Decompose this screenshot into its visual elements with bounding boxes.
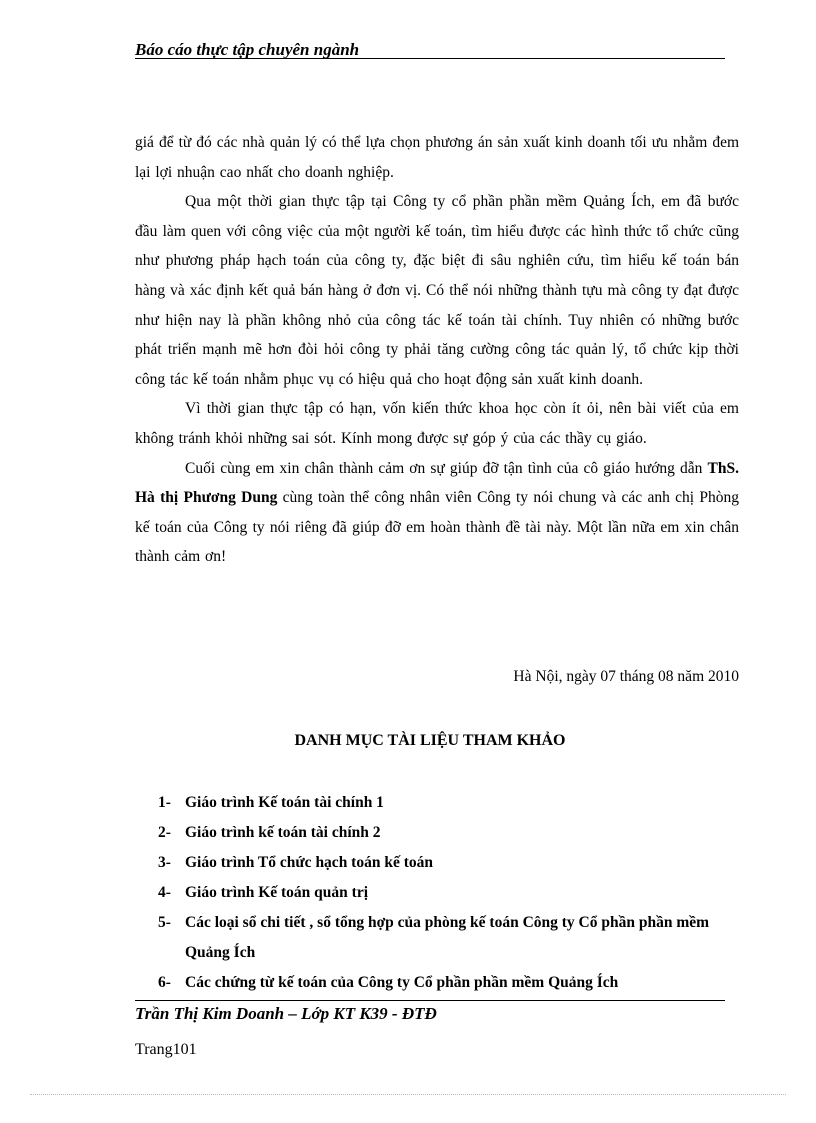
header-rule — [135, 58, 725, 59]
reference-number: 6- — [158, 974, 171, 991]
reference-item — [158, 818, 718, 848]
date-line: Hà Nội, ngày 07 tháng 08 năm 2010 — [513, 668, 739, 685]
reference-text: Các chứng từ kế toán của Công ty Cổ phần phần mềm Quảng Ích — [185, 974, 619, 991]
reference-number: 1- — [158, 794, 171, 811]
page-number: Trang101 — [135, 1041, 197, 1058]
footer-author: Trần Thị Kim Doanh – Lớp KT K39 - ĐTĐ — [135, 1004, 437, 1023]
reference-item — [158, 908, 718, 968]
paragraph-3: Vì thời gian thực tập có hạn, vốn kiến thức khoa học còn ít ỏi, nên bài viết của em không tránh khỏi những sai sót. Kính mong được sự góp ý của các thầy cụ giáo. — [135, 400, 739, 447]
reference-number: 4- — [158, 884, 171, 901]
reference-text: Các loại sổ chi tiết , sổ tổng hợp của phòng kế toán Công ty Cổ phần phần mềm Quảng Ích — [185, 914, 710, 961]
reference-number: 3- — [158, 854, 171, 871]
reference-text: Giáo trình kế toán tài chính 2 — [185, 824, 381, 841]
reference-item — [158, 848, 718, 878]
paragraph-4 — [135, 454, 739, 572]
page-bottom-border — [30, 1094, 786, 1095]
body-text — [135, 128, 739, 572]
reference-text: Giáo trình Tổ chức hạch toán kế toán — [185, 854, 433, 871]
advisor-name: ThS. Hà thị Phương Dung — [135, 459, 739, 507]
paragraph-1: giá để từ đó các nhà quản lý có thể lựa chọn phương án sản xuất kinh doanh tối ưu nhằm đem lại lợi nhuận cao nhất cho doanh nghiệp. — [135, 134, 739, 181]
reference-item — [158, 968, 718, 998]
references-list — [158, 788, 718, 998]
reference-text: Giáo trình Kế toán tài chính 1 — [185, 794, 384, 811]
reference-item — [158, 788, 718, 818]
reference-text: Giáo trình Kế toán quản trị — [185, 884, 369, 901]
paragraph-2: Qua một thời gian thực tập tại Công ty cổ phần phần mềm Quảng Ích, em đã bước đầu làm quen với công việc của một người kế toán, tìm hiểu được các hình thức tổ chức cũng như phương pháp hạch toán của công ty, đặc biệt đi sâu nghiên cứu, tìm hiểu kế toán bán hàng và xác định kết quả bán hàng ở đơn vị. Có thể nói những thành tựu mà công ty đạt được như hiện nay là phần không nhỏ của công tác kế toán tài chính. Tuy nhiên có những bước phát triển mạnh mẽ hơn đòi hỏi công ty phải tăng cường công tác quản lý, tổ chức kịp thời công tác kế toán nhằm phục vụ có hiệu quả cho hoạt động sản xuất kinh doanh. — [135, 193, 739, 388]
reference-item — [158, 878, 718, 908]
references-title: DANH MỤC TÀI LIỆU THAM KHẢO — [294, 732, 566, 749]
reference-number: 5- — [158, 914, 171, 931]
paragraph-4-pre: Cuối cùng em xin chân thành cảm ơn sự giúp đỡ tận tình của cô giáo hướng dẫn — [185, 459, 708, 477]
footer-rule — [135, 1000, 725, 1001]
paragraph-4-post: cùng toàn thể công nhân viên Công ty nói chung và các anh chị Phòng kế toán của Công ty nói riêng đã giúp đỡ em hoàn thành đề tài này. Một lần nữa em xin chân thành cảm ơn! — [135, 489, 739, 566]
reference-number: 2- — [158, 824, 171, 841]
header-title: Báo cáo thực tập chuyên ngành — [135, 40, 360, 59]
